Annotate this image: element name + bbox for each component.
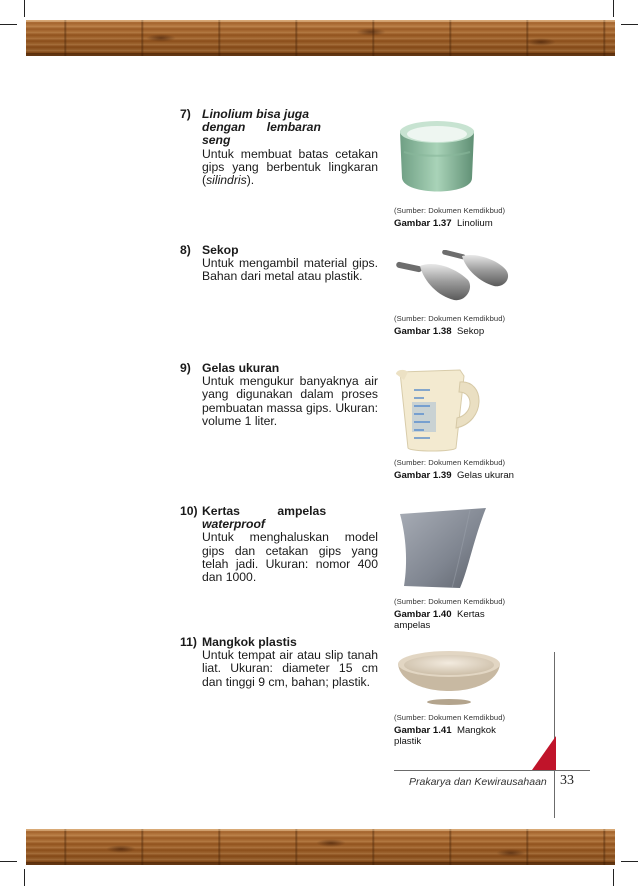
image-source: (Sumber: Dokumen Kemdikbud) xyxy=(394,597,506,606)
item-number: 9) xyxy=(180,361,191,375)
figure-caption: Gambar 1.38 Sekop xyxy=(394,326,485,337)
book-title: Prakarya dan Kewirausahaan xyxy=(409,776,547,788)
crop-mark xyxy=(613,0,614,17)
crop-mark xyxy=(621,24,638,25)
image-source: (Sumber: Dokumen Kemdikbud) xyxy=(394,458,506,467)
item-title: Linolium bisa juga dengan lembaran seng xyxy=(202,107,321,148)
item-title: Gelas ukuran xyxy=(202,361,280,375)
item-number: 10) xyxy=(180,504,198,518)
sekop-image xyxy=(394,250,516,308)
decorative-red-triangle xyxy=(532,736,556,770)
item-linolium xyxy=(180,108,378,187)
crop-mark xyxy=(0,861,17,862)
figure-caption: Gambar 1.40 Kertas ampelas xyxy=(394,609,485,631)
item-gelas-ukuran xyxy=(180,362,378,428)
image-source: (Sumber: Dokumen Kemdikbud) xyxy=(394,713,506,722)
crop-mark xyxy=(621,861,638,862)
page-number: 33 xyxy=(560,773,574,788)
figure-caption: Gambar 1.37 Linolium xyxy=(394,218,493,229)
crop-mark xyxy=(613,869,614,886)
item-number: 11) xyxy=(180,635,197,649)
figure-caption: Gambar 1.41 Mangkok plastik xyxy=(394,725,496,747)
item-description: Untuk tempat air atau slip tanah liat. Ukuran: diameter 15 cm dan tinggi 9 cm, bahan; plastik. xyxy=(202,648,378,689)
crop-mark xyxy=(24,869,25,886)
item-number: 8) xyxy=(180,243,191,257)
item-title: Sekop xyxy=(202,243,239,257)
image-source: (Sumber: Dokumen Kemdikbud) xyxy=(394,206,506,215)
item-sekop xyxy=(180,244,378,284)
item-description: Untuk menghaluskan model gips dan cetakan gips yang telah jadi. Ukuran: nomor 400 dan 1000. xyxy=(202,530,378,585)
image-source: (Sumber: Dokumen Kemdikbud) xyxy=(394,314,506,323)
wood-header-bar xyxy=(26,20,615,56)
item-description: Untuk membuat batas cetakan gips yang berbentuk lingkaran (silindris). xyxy=(202,146,378,188)
item-description: Untuk mengambil material gips. Bahan dari metal atau plastik. xyxy=(202,256,378,284)
item-title: Kertas ampelas waterproof xyxy=(202,504,327,532)
item-description: Untuk mengukur banyaknya air yang digunakan dalam proses pembuatan massa gips. Ukuran: volume 1 liter. xyxy=(202,374,378,428)
item-number: 7) xyxy=(180,107,191,121)
decorative-vertical-line xyxy=(554,652,555,818)
wood-footer-bar xyxy=(26,829,615,865)
kertas-ampelas-image xyxy=(394,508,488,592)
footer-rule xyxy=(394,770,590,771)
linolium-image xyxy=(394,112,480,198)
figure-caption: Gambar 1.39 Gelas ukuran xyxy=(394,470,515,481)
item-kertas-ampelas xyxy=(180,505,378,584)
item-title: Mangkok plastis xyxy=(202,635,297,649)
crop-mark xyxy=(24,0,25,17)
mangkok-image xyxy=(394,648,504,708)
gelas-ukuran-image xyxy=(394,362,486,454)
item-mangkok-plastis xyxy=(180,636,378,689)
crop-mark xyxy=(0,24,17,25)
